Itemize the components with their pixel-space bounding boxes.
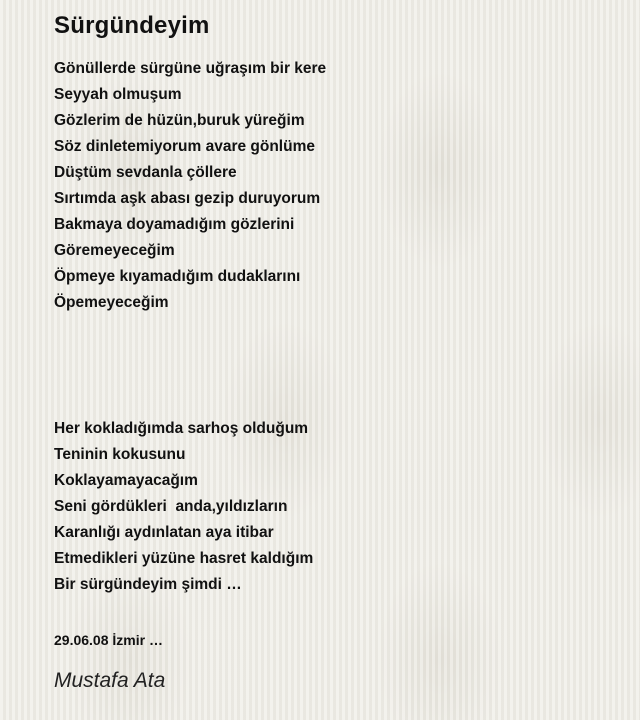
stanza-1 [54, 56, 614, 316]
poem-line: Öpmeye kıyamadığım dudaklarını [54, 268, 301, 285]
poem-date: 29.06.08 İzmir … [54, 632, 163, 648]
poem-line: Göremeyeceğim [54, 242, 175, 259]
poem-line: Bir sürgündeyim şimdi … [54, 576, 242, 593]
poem-title: Sürgündeyim [54, 12, 210, 39]
poem-line: Seni gördükleri anda,yıldızların [54, 498, 288, 515]
poem-line: Etmedikleri yüzüne hasret kaldığım [54, 550, 314, 567]
poem-line: Gözlerim de hüzün,buruk yüreğim [54, 112, 305, 129]
poem-line: Koklayamayacağım [54, 472, 198, 489]
poem-container [54, 10, 614, 693]
poem-author: Mustafa Ata [54, 669, 166, 692]
poem-line: Düştüm sevdanla çöllere [54, 164, 237, 181]
poem-line: Bakmaya doyamadığım gözlerini [54, 216, 295, 233]
poem-line: Seyyah olmuşum [54, 86, 182, 103]
poem-line: Gönüllerde sürgüne uğraşım bir kere [54, 60, 327, 77]
poem-line: Sırtımda aşk abası gezip duruyorum [54, 190, 321, 207]
poem-line: Söz dinletemiyorum avare gönlüme [54, 138, 315, 155]
stanza-gap [54, 316, 614, 416]
poem-line: Karanlığı aydınlatan aya itibar [54, 524, 274, 541]
poem-line: Öpemeyeceğim [54, 294, 169, 311]
poem-line: Teninin kokusunu [54, 446, 186, 463]
stanza-2 [54, 416, 614, 598]
poem-line: Her kokladığımda sarhoş olduğum [54, 420, 309, 437]
